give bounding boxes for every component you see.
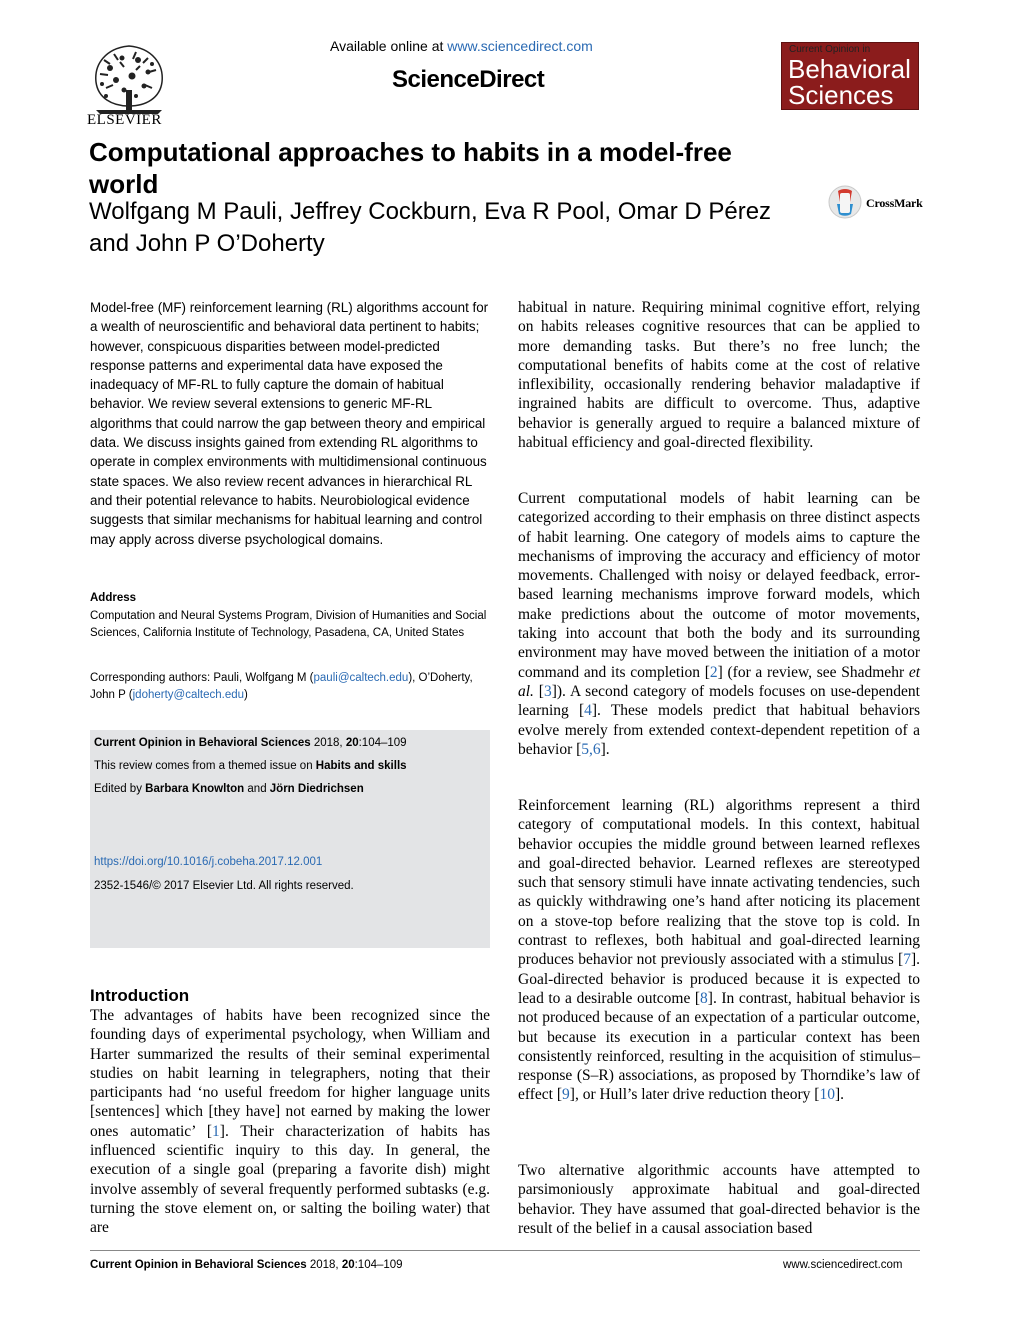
info-copyright: 2352-1546/© 2017 Elsevier Ltd. All rights reserved. bbox=[94, 880, 354, 892]
abstract: Model-free (MF) reinforcement learning (RL) algorithms account for a wealth of neuroscientific and behavioral data pertinent to habits; however, conspicuous disparities between model-predicted response patterns and experimental data have exposed the inadequacy of MF-RL to fully capture the domain of habitual behavior. We review several extensions to generic MF-RL algorithms that could narrow the gap between theory and empirical data. We discuss insights gained from extending RL algorithms to operate in complex environments with multidimensional continuous state spaces. We also review recent advances in hierarchical RL and their potential relevance to habits. Neurobiological evidence suggests that similar mechanisms for habitual learning and control may apply across diverse psychological domains. bbox=[90, 300, 489, 547]
citation-2[interactable]: 2 bbox=[709, 663, 718, 681]
sciencedirect-title: ScienceDirect bbox=[392, 66, 545, 93]
journal-badge-line1: Behavioral bbox=[788, 54, 911, 84]
body-paragraph-2 bbox=[518, 489, 920, 759]
journal-badge-top: Current Opinion in bbox=[789, 44, 871, 55]
address-text: Computation and Neural Systems Program, Division of Humanities and Social Sciences, California Institute of Technology, Pasadena, CA, United States bbox=[90, 610, 487, 639]
p3-text-c: ]. In contrast, habitual behavior is not produced because of an expectation of a particular outcome, but because its execution in a particular context has been consistently reinforced, resulting in the acquisition of stimulus–response (S–R) associations, as proposed by Thorndike’s law of effect [ bbox=[518, 989, 920, 1104]
intro-text-a: The advantages of habits have been recognized since the founding days of experimental psychology, when William and Harter summarized the results of their seminal experimental studies on habit learning in telegraphers, noting that their participants had ‘no useful freedom for higher language units [sentences] which [they have] not earned by making the lower ones automatic’ [ bbox=[90, 1007, 490, 1140]
info-pages: :104–109 bbox=[358, 737, 407, 749]
doi-link[interactable]: https://doi.org/10.1016/j.cobeha.2017.12.001 bbox=[94, 856, 323, 868]
footer-journal: Current Opinion in Behavioral Sciences bbox=[90, 1259, 307, 1271]
citation-7[interactable]: 7 bbox=[903, 951, 911, 969]
citation-5-6[interactable]: 5,6 bbox=[581, 740, 601, 758]
citation-8[interactable]: 8 bbox=[700, 989, 708, 1007]
email-link-odoherty[interactable]: jdoherty@caltech.edu bbox=[132, 688, 245, 701]
p2-text-b: ] (for a review, see Shadmehr bbox=[717, 663, 909, 681]
info-journal-line bbox=[94, 736, 407, 751]
citation-10[interactable]: 10 bbox=[819, 1086, 835, 1104]
footer-pages: :104–109 bbox=[354, 1259, 403, 1271]
p2-text-a: Current computational models of habit learning can be categorized according to their emphasis on three distinct aspects of habit learning. One category of models aims to capture the mechanisms of improving the accuracy and efficiency of motor movements. Challenged with noisy or delayed feedback, error-based learning mechanisms improve forward models, which make predictions about the outcome of motor movements, taking into account that both the body and its surrounding environment may have moved between the initiation of a motor command and its completion [ bbox=[518, 490, 920, 681]
email-link-pauli[interactable]: pauli@caltech.edu bbox=[313, 672, 409, 684]
footer-volume: 20 bbox=[341, 1259, 355, 1271]
corresponding-authors bbox=[90, 670, 495, 703]
info-volume: 20 bbox=[345, 737, 359, 749]
footer-site: www.sciencedirect.com bbox=[783, 1259, 903, 1271]
introduction-paragraph bbox=[90, 1006, 490, 1238]
intro-text-b: ]. Their characterization of habits has influenced scientific inquiry to this day. In general, the execution of a single goal (preparing a favorite dish) might involve assembly of several frequently performed subtasks (e.g. turning the stove element on, or salting the boiling water) that are bbox=[90, 1122, 490, 1237]
sciencedirect-link[interactable]: www.sciencedirect.com bbox=[447, 38, 593, 54]
citation-4[interactable]: 4 bbox=[584, 702, 592, 720]
p2-text-c: [ bbox=[533, 682, 544, 700]
address-heading: Address bbox=[90, 592, 137, 604]
p2-etal: et al. bbox=[518, 663, 920, 700]
available-online-prefix: Available online at bbox=[330, 38, 448, 54]
info-editor-2: Jörn Diedrichsen bbox=[269, 783, 364, 795]
p3-text-a: Reinforcement learning (RL) algorithms represent a third category of computational models. In this context, habitual behavior occupies the middle ground between learned reflexes and goal-directed behavior. Learned reflexes are stereotyped such that sensory stimuli have innate activating tendencies, such as quickly withdrawing one’s hand after noticing its placement on a stove-top before realizing that the stove top is cold. In contrast to reflexes, both habitual and goal-directed learning produces behavior not previously associated with a stimulus [ bbox=[518, 797, 920, 969]
footer-citation bbox=[90, 1259, 403, 1271]
corresponding-middle: ), O’Doherty, John P ( bbox=[90, 672, 473, 701]
footer-year: 2018, bbox=[306, 1259, 342, 1271]
journal-badge bbox=[781, 42, 919, 110]
elsevier-wordmark: ELSEVIER bbox=[87, 112, 162, 128]
available-online-line bbox=[330, 38, 593, 54]
info-editors-line bbox=[94, 782, 364, 797]
p3-text-b: ]. Goal-directed behavior is produced because it is expected to lead to a desirable outcome [ bbox=[518, 951, 920, 1007]
info-editor-1: Barbara Knowlton bbox=[145, 783, 245, 795]
footer-divider bbox=[90, 1250, 920, 1251]
body-paragraph-1: habitual in nature. Requiring minimal cognitive effort, relying on habits releases cognitive resources that can be applied to more demanding tasks. But there’s no free lunch; the computational benefits of habits come at the cost of relative inflexibility, occasionally rendering behavior maladaptive if ingrained habits are difficult to overcome. Thus, adaptive behavior is generally argued to require a balanced mixture of habitual efficiency and goal-directed flexibility. bbox=[518, 299, 920, 452]
p2-text-f: ]. bbox=[600, 740, 610, 758]
info-edited-prefix: Edited by bbox=[94, 783, 146, 795]
author-list: Wolfgang M Pauli, Jeffrey Cockburn, Eva R Pool, Omar D Pérez and John P O’Doherty bbox=[89, 198, 772, 257]
p2-text-d: ]). A second category of models focuses on use-dependent learning [ bbox=[518, 682, 920, 720]
corresponding-prefix: Corresponding authors: Pauli, Wolfgang M ( bbox=[90, 672, 314, 684]
body-paragraph-3 bbox=[518, 796, 920, 1105]
info-themed-line bbox=[94, 759, 407, 774]
journal-badge-line2: Sciences bbox=[788, 80, 894, 110]
crossmark-label: CrossMark bbox=[866, 196, 923, 210]
citation-1[interactable]: 1 bbox=[212, 1122, 220, 1140]
citation-3[interactable]: 3 bbox=[543, 682, 552, 700]
info-themed-prefix: This review comes from a themed issue on bbox=[94, 760, 316, 772]
citation-9[interactable]: 9 bbox=[562, 1086, 570, 1104]
article-info-box bbox=[90, 730, 490, 948]
article-title: Computational approaches to habits in a model-free world bbox=[89, 137, 732, 199]
body-paragraph-4: Two alternative algorithmic accounts have attempted to parsimoniously approximate habitual and goal-directed behavior. They have assumed that goal-directed behavior is the result of the belief in a causal association based bbox=[518, 1162, 920, 1237]
p3-text-e: ]. bbox=[834, 1086, 844, 1104]
info-journal-name: Current Opinion in Behavioral Sciences bbox=[94, 737, 311, 749]
introduction-heading: Introduction bbox=[90, 986, 190, 1005]
info-doi-line bbox=[94, 855, 322, 870]
p2-text-e: ]. These models predict that habitual behaviors evolve merely from extended context-dependent repetition of a behavior [ bbox=[518, 702, 920, 758]
p3-text-d: ], or Hull’s later drive reduction theory [ bbox=[569, 1086, 820, 1104]
corresponding-suffix: ) bbox=[244, 688, 248, 701]
info-edited-and: and bbox=[244, 783, 270, 795]
info-themed-topic: Habits and skills bbox=[315, 760, 407, 772]
info-journal-year: 2018, bbox=[310, 737, 346, 749]
